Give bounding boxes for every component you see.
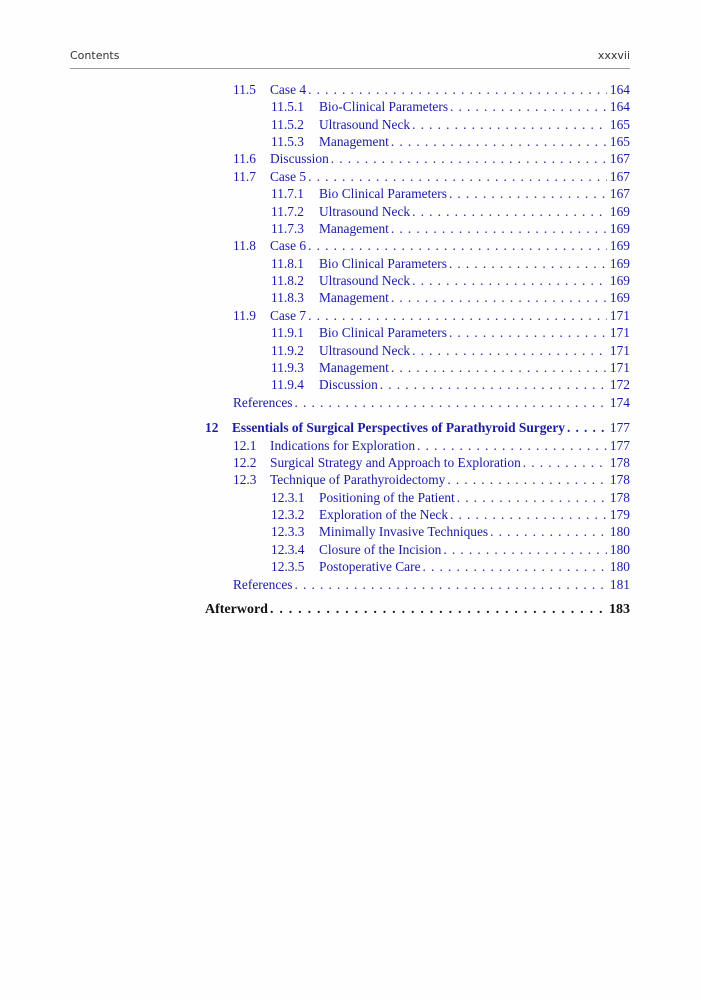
dot-leader xyxy=(449,185,607,202)
toc-entry[interactable] xyxy=(233,454,630,471)
dot-leader xyxy=(417,437,607,454)
toc-entry[interactable] xyxy=(271,220,630,237)
dot-leader xyxy=(380,376,607,393)
dot-leader xyxy=(450,98,607,115)
toc-entry-title: References xyxy=(233,577,293,592)
toc-entry-title: Ultrasound Neck xyxy=(319,117,411,132)
toc-entry[interactable] xyxy=(271,272,630,289)
dot-leader xyxy=(308,237,607,254)
dot-leader xyxy=(308,168,607,185)
toc-entry-page: 164 xyxy=(609,82,630,97)
dot-leader xyxy=(567,419,607,436)
toc-entry-number: 12.3.3 xyxy=(271,524,305,539)
toc-entry-number: 12.3.2 xyxy=(271,507,305,522)
toc-entry-page: 169 xyxy=(609,256,630,271)
dot-leader xyxy=(270,601,606,618)
toc-entry-title: Indications for Exploration xyxy=(270,438,416,453)
toc-entry-page: 169 xyxy=(609,273,630,288)
toc-entry-page: 180 xyxy=(609,542,630,557)
toc-entry-number: 12.3.5 xyxy=(271,559,305,574)
toc-entry-title: Surgical Strategy and Approach to Exploration xyxy=(270,455,521,470)
toc-entry[interactable] xyxy=(271,489,630,506)
toc-entry[interactable] xyxy=(271,185,630,202)
dot-leader xyxy=(443,541,607,558)
dot-leader xyxy=(412,116,607,133)
dot-leader xyxy=(523,454,607,471)
toc-entry-references[interactable] xyxy=(233,394,630,411)
dot-leader xyxy=(308,307,607,324)
toc-entry-number: 11.8.3 xyxy=(271,290,304,305)
toc-entry-number: 11.7 xyxy=(233,169,256,184)
toc-entry[interactable] xyxy=(271,359,630,376)
toc-entry-page: 165 xyxy=(609,117,630,132)
toc-entry[interactable] xyxy=(271,203,630,220)
toc-entry-page: 181 xyxy=(609,577,630,592)
toc-entry-page: 180 xyxy=(609,559,630,574)
toc-entry-page: 167 xyxy=(609,151,630,166)
dot-leader xyxy=(391,289,607,306)
toc-entry-afterword[interactable] xyxy=(205,601,630,618)
toc-entry[interactable] xyxy=(271,523,630,540)
toc-entry[interactable] xyxy=(233,81,630,98)
toc-entry-number: 12.1 xyxy=(233,438,257,453)
toc-entry-page: 167 xyxy=(609,169,630,184)
toc-entry-number: 11.5 xyxy=(233,82,256,97)
toc-entry-title: Bio Clinical Parameters xyxy=(319,256,447,271)
toc-entry-page: 169 xyxy=(609,238,630,253)
toc-entry-title: Closure of the Incision xyxy=(319,542,442,557)
toc-entry-number: 12.3.1 xyxy=(271,490,305,505)
toc-entry-number: 11.9.3 xyxy=(271,360,304,375)
toc-entry[interactable] xyxy=(271,541,630,558)
toc-chapter-title: Essentials of Surgical Perspectives of Parathyroid Surgery xyxy=(232,420,565,435)
toc-entry-number: 11.9.2 xyxy=(271,343,304,358)
toc-entry[interactable] xyxy=(271,342,630,359)
toc-entry-title: Ultrasound Neck xyxy=(319,273,411,288)
dot-leader xyxy=(391,220,607,237)
dot-leader xyxy=(412,272,607,289)
toc-entry-number: 11.6 xyxy=(233,151,256,166)
toc-entry-title: Postoperative Care xyxy=(319,559,421,574)
toc-entry-page: 174 xyxy=(609,395,630,410)
dot-leader xyxy=(449,255,607,272)
dot-leader xyxy=(294,394,606,411)
running-header-left: Contents xyxy=(70,49,120,62)
toc-entry-title: Bio Clinical Parameters xyxy=(319,325,447,340)
dot-leader xyxy=(391,359,607,376)
toc-entry-references[interactable] xyxy=(233,576,630,593)
toc-entry-page: 169 xyxy=(609,290,630,305)
dot-leader xyxy=(423,558,607,575)
toc-entry-number: 11.5.3 xyxy=(271,134,304,149)
toc-entry[interactable] xyxy=(233,307,630,324)
toc-entry-number: 11.9.1 xyxy=(271,325,304,340)
toc-entry-title: Management xyxy=(319,134,389,149)
toc-entry-number: 12.2 xyxy=(233,455,257,470)
dot-leader xyxy=(308,81,607,98)
toc-entry-title: Management xyxy=(319,221,389,236)
toc-chapter-number: 12 xyxy=(205,420,219,435)
toc-entry-number: 11.9.4 xyxy=(271,377,304,392)
toc-entry-page: 167 xyxy=(609,186,630,201)
toc-entry-title: Minimally Invasive Techniques xyxy=(319,524,489,539)
toc-entry-page: 172 xyxy=(609,377,630,392)
toc-entry-title: Case 4 xyxy=(270,82,307,97)
toc-entry-title: Bio Clinical Parameters xyxy=(319,186,447,201)
toc-entry-number: 11.7.2 xyxy=(271,204,304,219)
toc-entry[interactable] xyxy=(271,98,630,115)
toc-entry-title: Management xyxy=(319,360,389,375)
toc-entry-title: Ultrasound Neck xyxy=(319,343,411,358)
dot-leader xyxy=(294,576,606,593)
dot-leader xyxy=(412,203,607,220)
toc-entry-title: Ultrasound Neck xyxy=(319,204,411,219)
toc-entry-page: 171 xyxy=(609,343,630,358)
dot-leader xyxy=(391,133,607,150)
toc-entry-page: 178 xyxy=(609,472,630,487)
toc-entry-title: Discussion xyxy=(270,151,329,166)
toc-entry-page: 177 xyxy=(609,420,630,435)
toc-entry-title: Afterword xyxy=(205,602,268,617)
toc-entry-number: 11.8.2 xyxy=(271,273,304,288)
toc-entry-title: Bio-Clinical Parameters xyxy=(319,99,449,114)
dot-leader xyxy=(490,523,607,540)
toc-entry-page: 178 xyxy=(609,455,630,470)
toc-entry-number: 12.3 xyxy=(233,472,257,487)
toc-entry-title: Case 7 xyxy=(270,308,307,323)
toc-entry-title: Management xyxy=(319,290,389,305)
toc-entry-title: Case 6 xyxy=(270,238,307,253)
dot-leader xyxy=(331,150,607,167)
toc-entry-number: 11.8.1 xyxy=(271,256,304,271)
toc-entry-number: 11.7.1 xyxy=(271,186,304,201)
toc-entry-title: References xyxy=(233,395,293,410)
toc-entry-number: 11.5.1 xyxy=(271,99,304,114)
toc-entry[interactable] xyxy=(233,150,630,167)
toc-entry-number: 11.8 xyxy=(233,238,256,253)
toc-entry-title: Positioning of the Patient xyxy=(319,490,455,505)
toc-entry-number: 11.5.2 xyxy=(271,117,304,132)
toc-entry-number: 11.9 xyxy=(233,308,256,323)
toc-entry-page: 169 xyxy=(609,204,630,219)
toc-entry[interactable] xyxy=(271,116,630,133)
toc-entry[interactable] xyxy=(271,324,630,341)
dot-leader xyxy=(450,506,607,523)
running-header-page-number: xxxvii xyxy=(597,49,630,62)
toc-entry[interactable] xyxy=(233,437,630,454)
toc-entry[interactable] xyxy=(233,471,630,488)
toc-entry[interactable] xyxy=(271,133,630,150)
toc-entry-page: 164 xyxy=(609,99,630,114)
dot-leader xyxy=(457,489,607,506)
toc-entry-page: 179 xyxy=(609,507,630,522)
dot-leader xyxy=(412,342,607,359)
toc-entry-page: 171 xyxy=(609,308,630,323)
toc-entry[interactable] xyxy=(271,558,630,575)
toc-entry-page: 177 xyxy=(609,438,630,453)
toc-entry[interactable] xyxy=(271,506,630,523)
toc-entry-page: 183 xyxy=(609,602,630,617)
toc-entry[interactable] xyxy=(271,376,630,393)
dot-leader xyxy=(447,471,607,488)
toc-entry-page: 171 xyxy=(609,360,630,375)
toc-entry[interactable] xyxy=(233,237,630,254)
toc-entry-page: 178 xyxy=(609,490,630,505)
toc-entry-number: 11.7.3 xyxy=(271,221,304,236)
toc-entry-title: Technique of Parathyroidectomy xyxy=(270,472,446,487)
toc-entry-title: Case 5 xyxy=(270,169,307,184)
toc-entry-page: 165 xyxy=(609,134,630,149)
toc-entry-title: Discussion xyxy=(319,377,378,392)
dot-leader xyxy=(449,324,607,341)
running-header xyxy=(70,48,630,69)
toc-entry[interactable] xyxy=(233,168,630,185)
toc-entry-page: 169 xyxy=(609,221,630,236)
toc-entry-title: Exploration of the Neck xyxy=(319,507,449,522)
toc-entry-page: 171 xyxy=(609,325,630,340)
toc-entry[interactable] xyxy=(271,289,630,306)
toc-entry[interactable] xyxy=(271,255,630,272)
toc-chapter-entry[interactable] xyxy=(205,419,630,436)
toc-entry-page: 180 xyxy=(609,524,630,539)
toc-entry-number: 12.3.4 xyxy=(271,542,305,557)
